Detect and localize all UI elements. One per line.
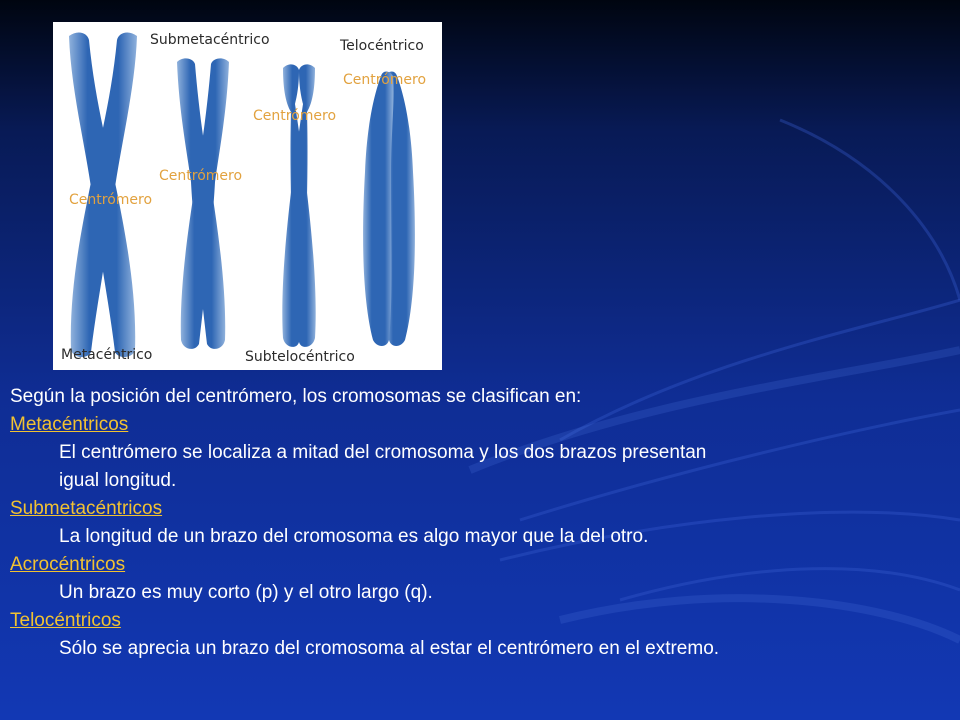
- subtelocentric-chromosome: [282, 64, 315, 347]
- submetacentric-chromosome: [177, 58, 229, 349]
- desc-metacentricos-line-1: El centrómero se localiza a mitad del cromosoma y los dos brazos presentan: [59, 442, 707, 463]
- desc-telocentricos: Sólo se aprecia un brazo del cromosoma al estar el centrómero en el extremo.: [59, 638, 720, 659]
- label-metacentrico: Metacéntrico: [61, 347, 153, 363]
- link-submetacentricos[interactable]: Submetacéntricos: [10, 498, 163, 519]
- label-centromero-subtelocentric: Centrómero: [253, 108, 337, 124]
- link-acrocentricos[interactable]: Acrocéntricos: [10, 554, 126, 575]
- telocentric-chromosome: [363, 72, 415, 347]
- classification-text: [10, 383, 950, 663]
- desc-metacentricos-line-2: igual longitud.: [59, 470, 177, 491]
- label-centromero-telocentric: Centrómero: [343, 72, 427, 88]
- label-subtelocentrico: Subtelocéntrico: [245, 349, 355, 365]
- desc-submetacentricos: La longitud de un brazo del cromosoma es algo mayor que la del otro.: [59, 526, 649, 547]
- label-submetacentrico: Submetacéntrico: [150, 32, 270, 48]
- chromosome-illustration: [53, 22, 442, 370]
- intro-text: Según la posición del centrómero, los cromosomas se clasifican en:: [10, 386, 582, 407]
- label-telocentrico: Telocéntrico: [340, 38, 424, 54]
- link-telocentricos[interactable]: Telocéntricos: [10, 610, 121, 631]
- link-metacentricos[interactable]: Metacéntricos: [10, 414, 129, 435]
- desc-acrocentricos: Un brazo es muy corto (p) y el otro largo (q).: [59, 582, 433, 603]
- label-centromero-submetacentric: Centrómero: [159, 168, 243, 184]
- label-centromero-metacentric: Centrómero: [69, 192, 153, 208]
- chromosome-types-figure: [53, 22, 442, 370]
